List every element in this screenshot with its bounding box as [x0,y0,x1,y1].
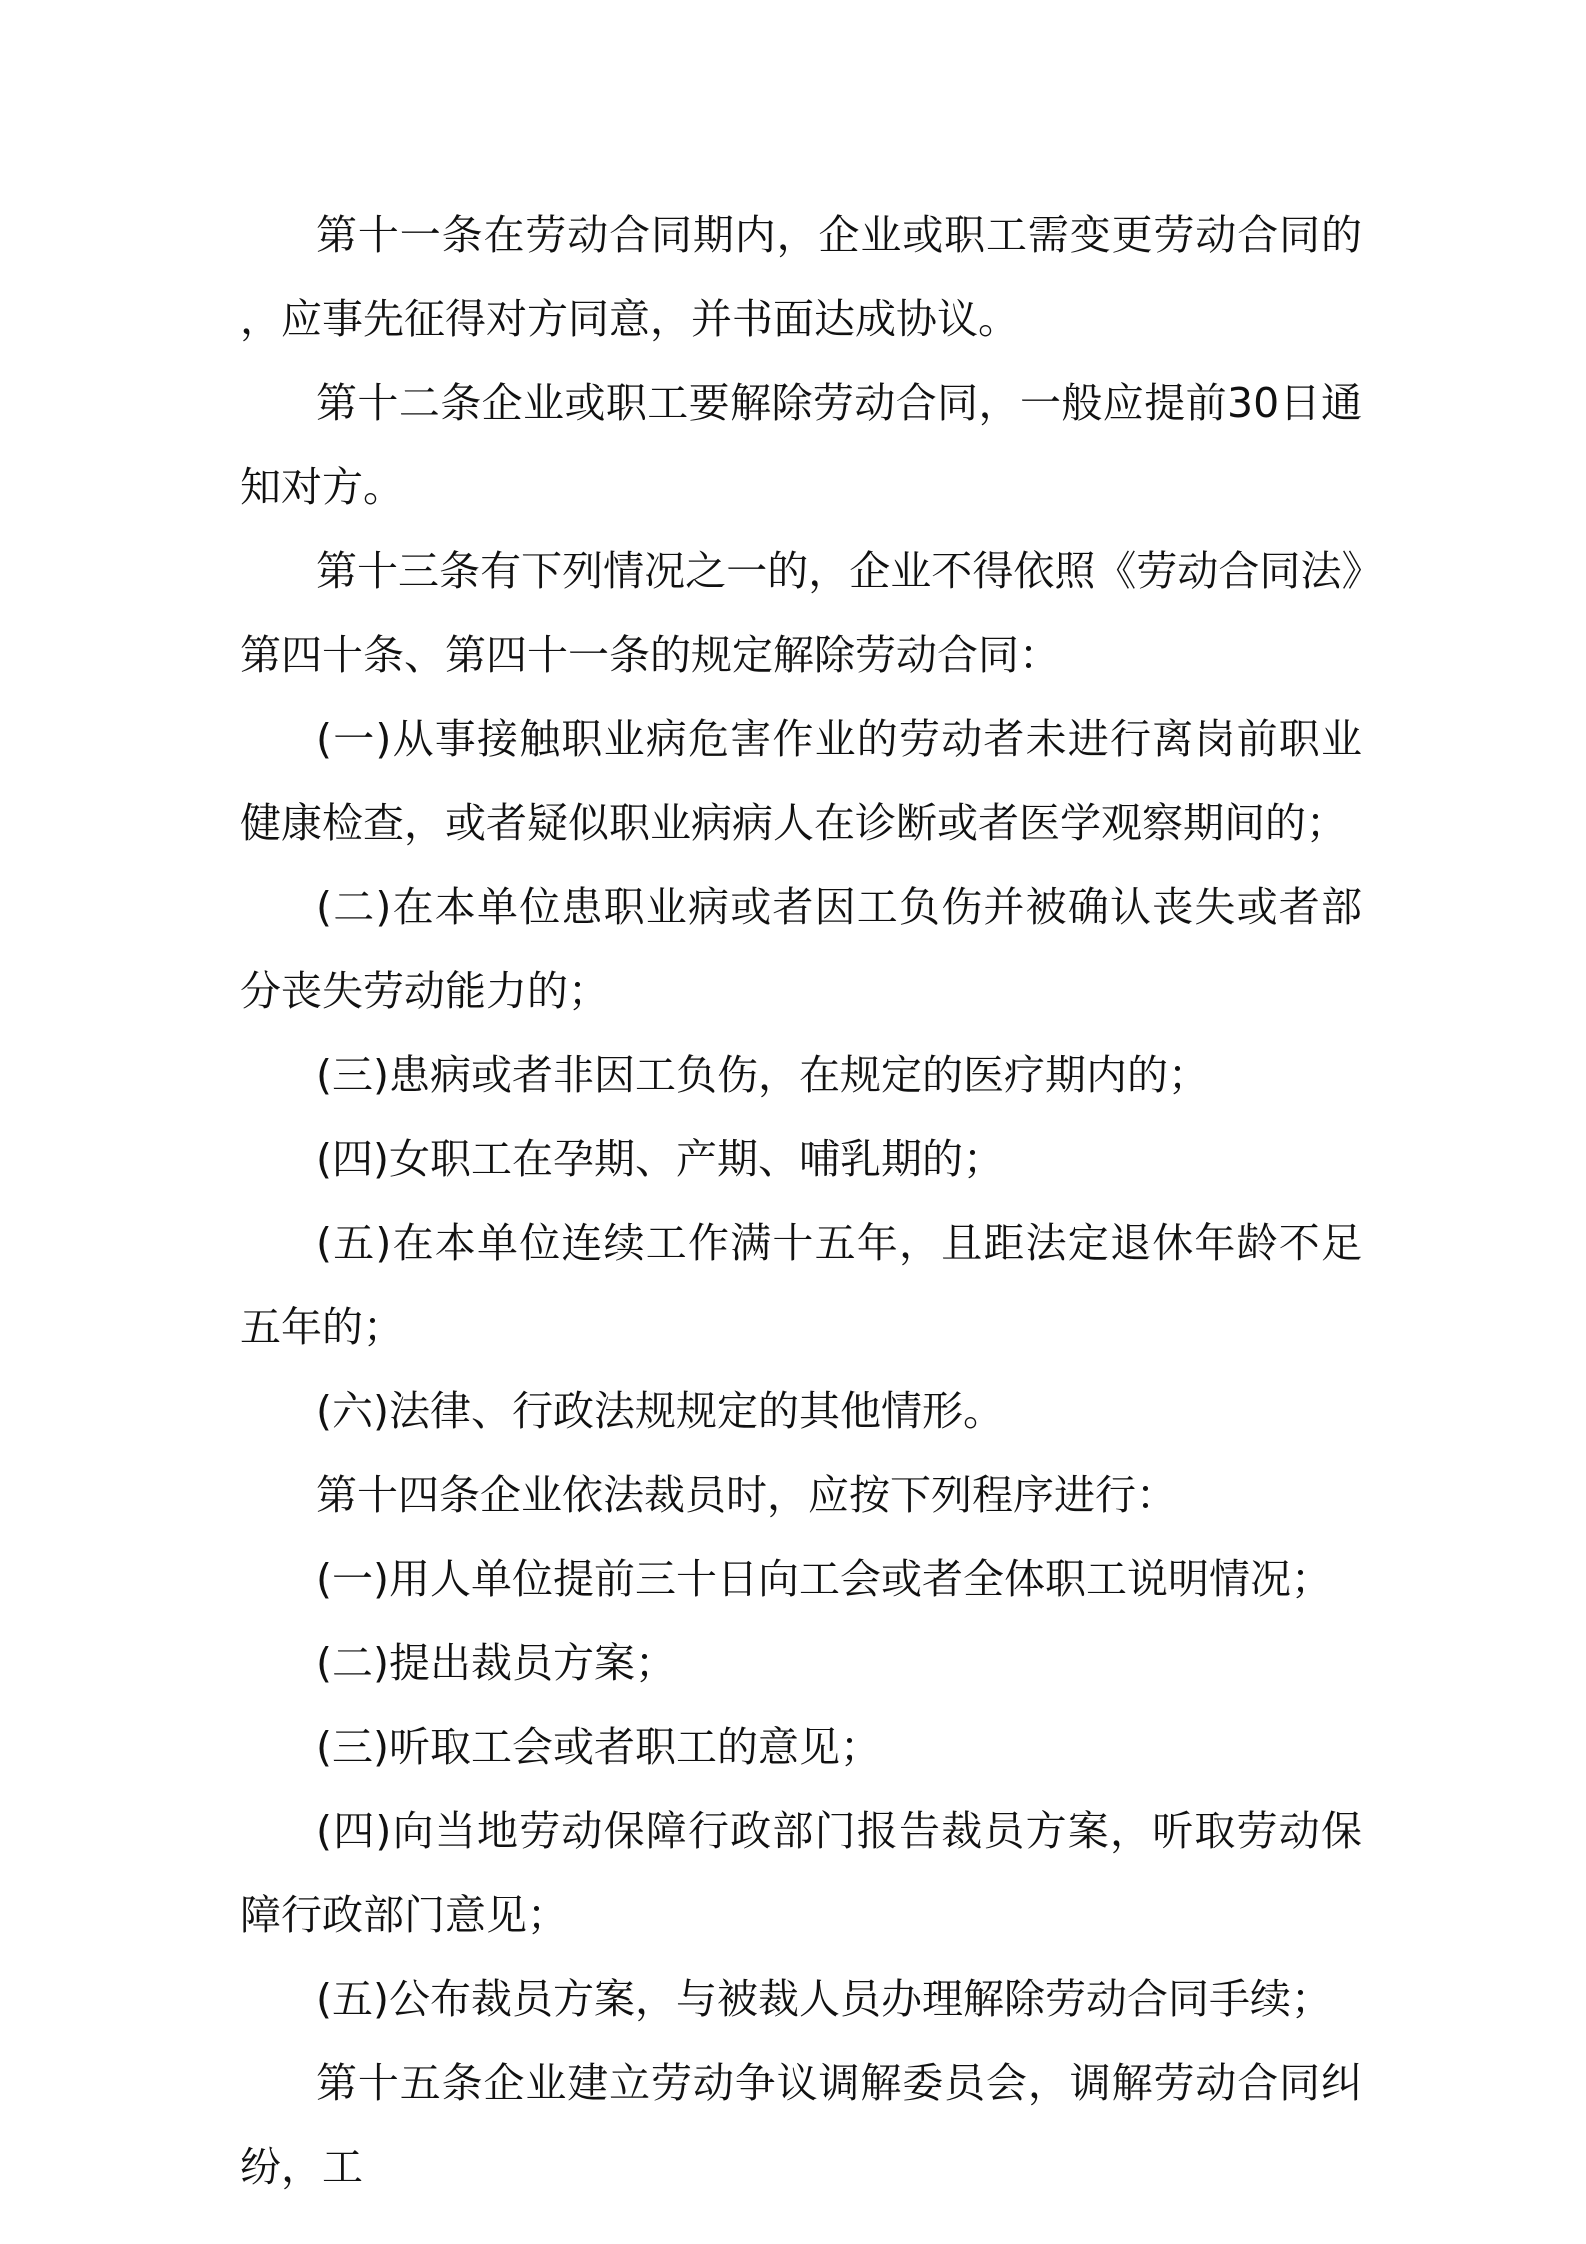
article-11-paragraph: 第十一条在劳动合同期内，企业或职工需变更劳动合同的，应事先征得对方同意，并书面达成协议。 [240,211,1362,343]
article-14-item-3: (三)听取工会或者职工的意见； [316,1723,881,1771]
article-12-paragraph: 第十二条企业或职工要解除劳动合同，一般应提前30日通知对方。 [240,379,1362,511]
article-13-item-3: (三)患病或者非因工负伤，在规定的医疗期内的； [316,1051,1209,1099]
article-13-item-5: (五)在本单位连续工作满十五年，且距法定退休年龄不足五年的； [240,1219,1362,1351]
document-body [240,193,1362,2209]
article-14-item-4: (四)向当地劳动保障行政部门报告裁员方案，听取劳动保障行政部门意见； [240,1807,1362,1939]
article-13-paragraph: 第十三条有下列情况之一的，企业不得依照《劳动合同法》第四十条、第四十一条的规定解除劳动合同： [240,547,1362,679]
article-13-item-4: (四)女职工在孕期、产期、哺乳期的； [316,1135,1004,1183]
article-14-item-5: (五)公布裁员方案，与被裁人员办理解除劳动合同手续； [316,1975,1332,2023]
article-14-item-2: (二)提出裁员方案； [316,1639,676,1687]
article-14-item-1: (一)用人单位提前三十日向工会或者全体职工说明情况； [316,1555,1332,1603]
article-13-item-1: (一)从事接触职业病危害作业的劳动者未进行离岗前职业健康检查，或者疑似职业病病人在诊断或者医学观察期间的； [240,715,1362,847]
article-13-item-6: (六)法律、行政法规规定的其他情形。 [316,1387,1004,1435]
article-13-item-2: (二)在本单位患职业病或者因工负伤并被确认丧失或者部分丧失劳动能力的； [240,883,1362,1015]
article-15-paragraph: 第十五条企业建立劳动争议调解委员会，调解劳动合同纠纷，工 [240,2059,1362,2191]
article-14-paragraph: 第十四条企业依法裁员时，应按下列程序进行： [316,1471,1177,1519]
